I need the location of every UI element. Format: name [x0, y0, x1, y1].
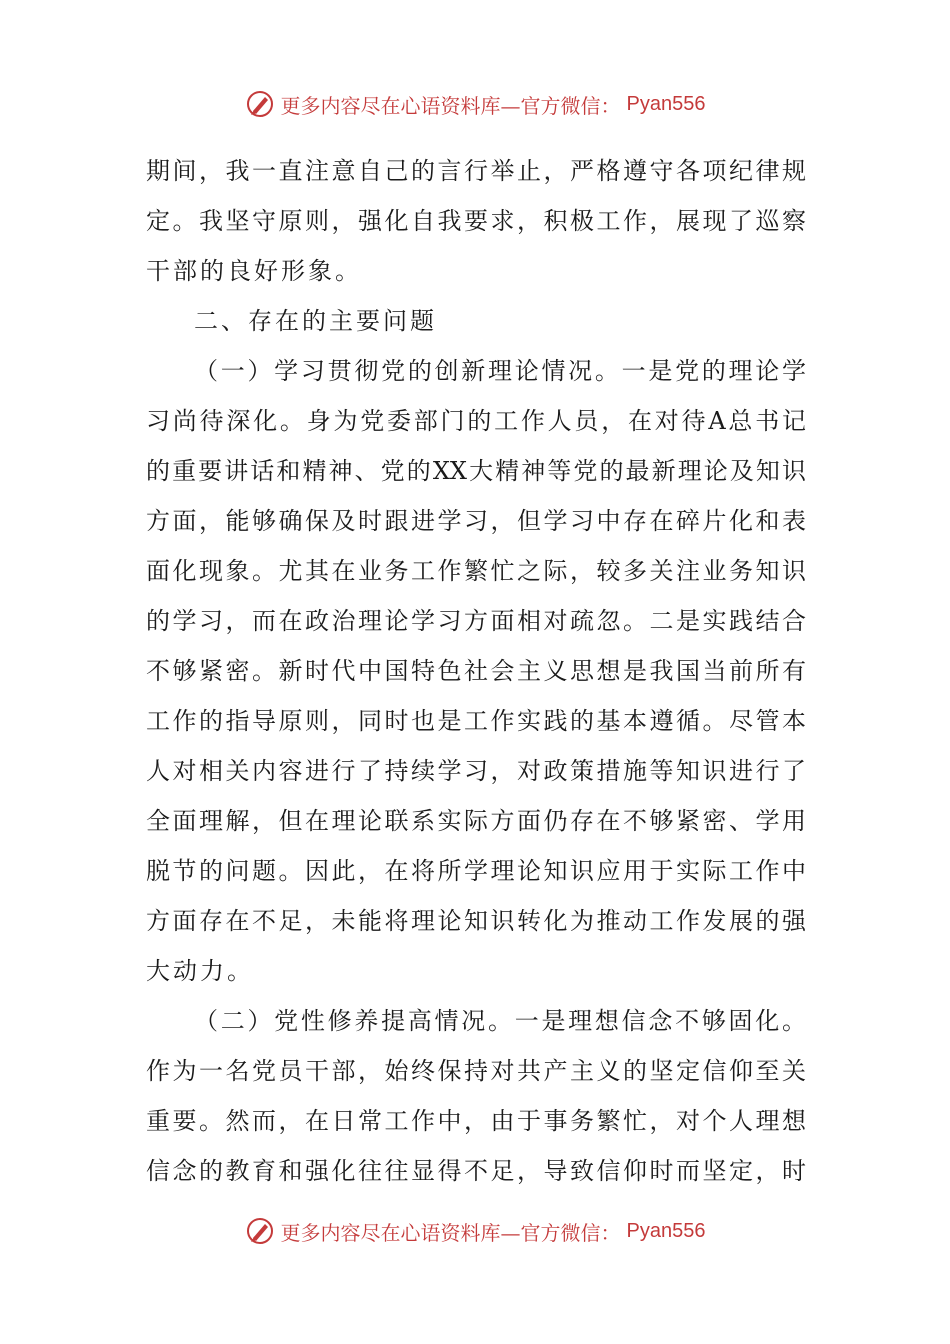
text-line: （一）学习贯彻党的创新理论情况。一是党的理论学 — [194, 357, 806, 385]
watermark-wechat-id: Pyan556 — [626, 1219, 706, 1242]
header-watermark — [0, 84, 950, 124]
text-line: 信念的教育和强化往往显得不足，导致信仰时而坚定，时 — [146, 1157, 806, 1185]
text-line: 脱节的问题。因此，在将所学理论知识应用于实际工作中 — [146, 857, 806, 885]
text-line: 作为一名党员干部，始终保持对共产主义的坚定信仰至关 — [146, 1057, 806, 1085]
text-line: 的学习，而在政治理论学习方面相对疏忽。二是实践结合 — [146, 607, 806, 635]
text-line: 干部的良好形象。 — [146, 257, 362, 285]
text-line: 习尚待深化。身为党委部门的工作人员，在对待A总书记 — [146, 407, 806, 435]
text-line: 重要。然而，在日常工作中，由于事务繁忙，对个人理想 — [146, 1107, 806, 1135]
text-line: 不够紧密。新时代中国特色社会主义思想是我国当前所有 — [146, 657, 806, 685]
text-line: （二）党性修养提高情况。一是理想信念不够固化。 — [194, 1007, 806, 1035]
section-heading: 二、存在的主要问题 — [194, 307, 437, 335]
text-line: 大动力。 — [146, 957, 254, 985]
text-line: 面化现象。尤其在业务工作繁忙之际，较多关注业务知识 — [146, 557, 806, 585]
document-body — [146, 146, 806, 1196]
watermark-text: 更多内容尽在心语资料库—官方微信： — [280, 93, 621, 118]
pen-logo-icon — [245, 89, 275, 119]
text-line: 人对相关内容进行了持续学习，对政策措施等知识进行了 — [146, 757, 806, 785]
text-line: 期间，我一直注意自己的言行举止，严格遵守各项纪律规 — [146, 157, 806, 185]
text-line: 方面存在不足，未能将理论知识转化为推动工作发展的强 — [146, 907, 806, 935]
text-line: 的重要讲话和精神、党的XX大精神等党的最新理论及知识 — [146, 457, 806, 485]
pen-logo-icon — [245, 1216, 275, 1246]
text-line: 全面理解，但在理论联系实际方面仍存在不够紧密、学用 — [146, 807, 806, 835]
text-line: 工作的指导原则，同时也是工作实践的基本遵循。尽管本 — [146, 707, 806, 735]
watermark-text: 更多内容尽在心语资料库—官方微信： — [280, 1220, 621, 1245]
text-line: 方面，能够确保及时跟进学习，但学习中存在碎片化和表 — [146, 507, 806, 535]
footer-watermark — [0, 1211, 950, 1251]
text-line: 定。我坚守原则，强化自我要求，积极工作，展现了巡察 — [146, 207, 806, 235]
watermark-wechat-id: Pyan556 — [626, 92, 706, 115]
